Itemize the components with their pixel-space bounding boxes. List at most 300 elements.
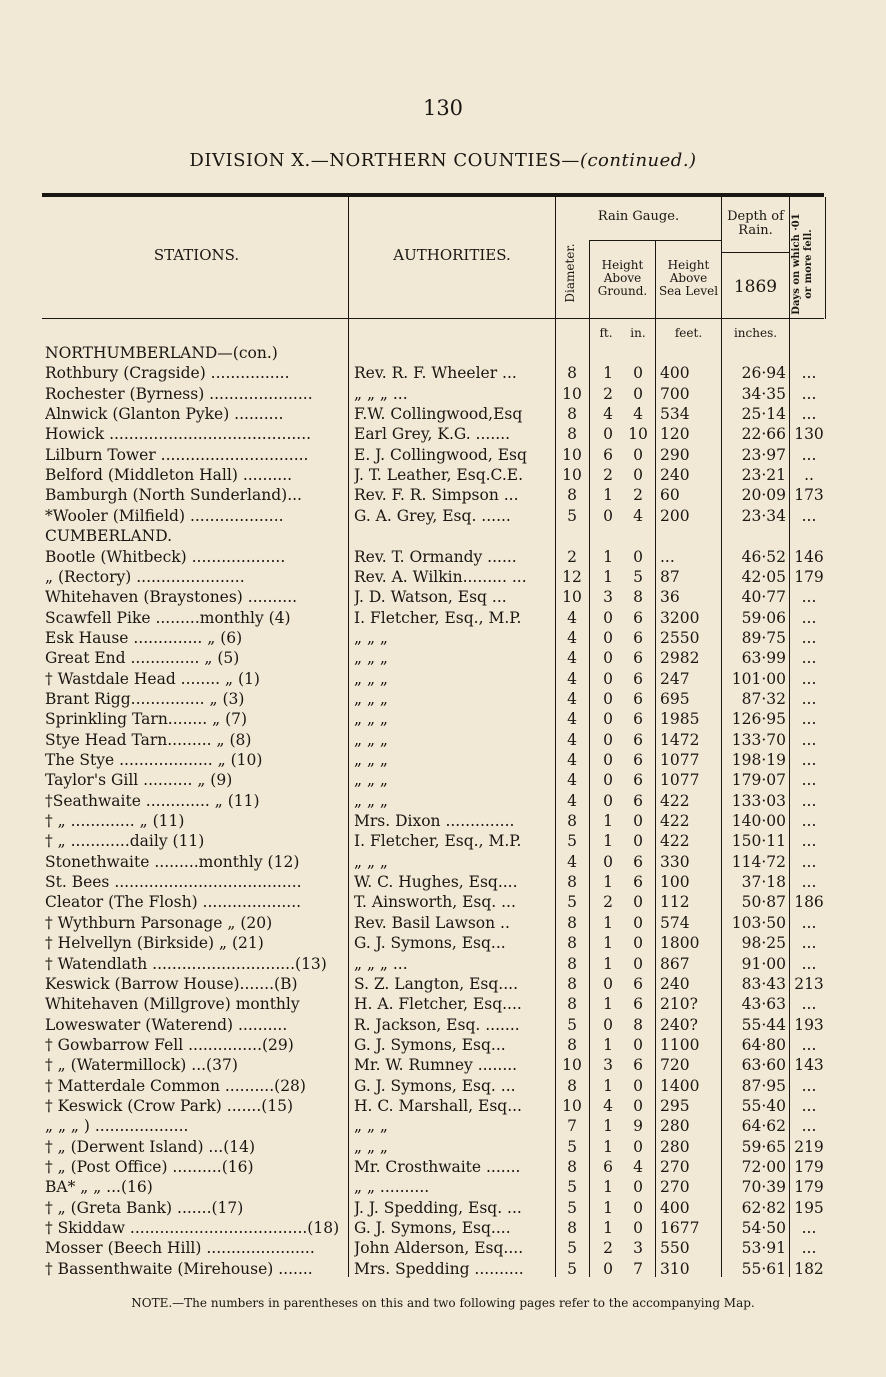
cell-depth: 59·06 (741, 608, 786, 627)
cell-sea: 112 (660, 893, 690, 912)
cell-station: *Wooler (Milfield) ................... (45, 506, 284, 525)
table-row (0, 1035, 886, 1055)
cell-depth: 198·19 (731, 751, 786, 769)
table-row (0, 404, 886, 424)
cell-diameter: 8 (567, 954, 577, 973)
cell-authority: W. C. Hughes, Esq.... (354, 873, 518, 892)
cell-diameter: 8 (567, 1158, 577, 1176)
cell-diameter: 5 (567, 1239, 577, 1258)
cell-depth: 140·00 (731, 812, 786, 831)
cell-station: † „ ............daily (11) (45, 832, 205, 851)
cell-ft: 2 (603, 466, 613, 485)
cell-ft: 0 (603, 506, 613, 525)
cell-ft: 1 (603, 1219, 613, 1238)
header-diameter: Diameter. (563, 243, 577, 303)
cell-station: † Watendlath .............................(13) (45, 954, 327, 973)
cell-sea: 1077 (660, 771, 700, 790)
cell-in: 0 (633, 445, 643, 464)
cell-sea: 700 (660, 384, 690, 403)
cell-sea: 100 (660, 873, 690, 892)
cell-sea: 270 (660, 1158, 690, 1176)
cell-station: Scawfell Pike .........monthly (4) (45, 608, 291, 627)
cell-depth: 87·95 (741, 1076, 786, 1095)
cell-sea: 2982 (660, 649, 700, 668)
cell-depth: 55·61 (741, 1259, 786, 1278)
cell-days: ... (801, 506, 817, 525)
cell-ft: 1 (603, 832, 613, 851)
table-row (0, 1259, 886, 1279)
cell-days: ... (801, 791, 817, 810)
table-row (0, 1096, 886, 1116)
cell-days: 195 (794, 1198, 824, 1217)
cell-ft: 4 (603, 1096, 613, 1115)
cell-sea: 1985 (660, 710, 700, 729)
cell-diameter: 4 (567, 649, 577, 668)
header-rain-gauge: Rain Gauge. (597, 209, 680, 224)
cell-days: ... (801, 954, 817, 973)
cell-depth: 89·75 (741, 628, 786, 647)
table-row (0, 608, 886, 628)
cell-station: † „ (Greta Bank) .......(17) (45, 1198, 244, 1217)
cell-authority: G. J. Symons, Esq... (354, 934, 506, 953)
cell-days: ... (801, 1035, 817, 1054)
cell-diameter: 10 (562, 1096, 582, 1115)
cell-station: Stye Head Tarn......... „ (8) (45, 730, 252, 749)
cell-days: 182 (794, 1259, 824, 1278)
table-row (0, 1116, 886, 1136)
cell-days: ... (801, 628, 817, 647)
cell-station: St. Bees ...................................... (45, 873, 302, 892)
cell-diameter: 8 (567, 1035, 577, 1054)
cell-days: ... (801, 1117, 817, 1136)
cell-depth: 23·21 (741, 466, 786, 485)
cell-in: 8 (633, 1015, 643, 1034)
cell-station: BA* „ „ ...(16) (45, 1178, 153, 1197)
cell-diameter: 5 (567, 1015, 577, 1034)
cell-depth: 55·40 (741, 1096, 786, 1115)
cell-ft: 0 (603, 852, 613, 871)
cell-in: 6 (633, 669, 643, 688)
cell-diameter: 4 (567, 791, 577, 810)
cell-station: † „ (Post Office) ..........(16) (45, 1158, 254, 1176)
cell-in: 4 (633, 1158, 643, 1176)
cell-sea: 534 (660, 405, 690, 424)
cell-days: ... (801, 852, 817, 871)
cell-in: 0 (633, 913, 643, 932)
cell-ft: 6 (603, 445, 613, 464)
cell-sea: 400 (660, 364, 690, 383)
cell-days: .. (804, 466, 814, 485)
cell-station: † Bassenthwaite (Mirehouse) ....... (45, 1259, 313, 1278)
table-row (0, 506, 886, 526)
cell-days: 179 (794, 1158, 824, 1176)
cell-station: NORTHUMBERLAND—(con.) (45, 344, 278, 362)
cell-days: 130 (794, 425, 824, 444)
table-row (0, 1137, 886, 1157)
table-row (0, 689, 886, 709)
table-row (0, 1198, 886, 1218)
cell-station: † „ ............. „ (11) (45, 812, 185, 831)
cell-authority: „ „ .......... (354, 1178, 430, 1197)
cell-diameter: 12 (562, 567, 582, 586)
cell-sea: 280 (660, 1137, 690, 1156)
cell-authority: G. J. Symons, Esq.... (354, 1219, 511, 1238)
cell-days: ... (801, 934, 817, 953)
cell-days: ... (801, 689, 817, 708)
top-rule (42, 193, 824, 197)
unit-inches: inches. (733, 326, 778, 340)
cell-sea: 310 (660, 1259, 690, 1278)
cell-in: 5 (633, 567, 643, 586)
cell-ft: 0 (603, 974, 613, 993)
cell-ft: 1 (603, 873, 613, 892)
cell-depth: 114·72 (731, 852, 786, 871)
cell-sea: 240 (660, 466, 690, 485)
cell-sea: 330 (660, 852, 690, 871)
cell-days: ... (801, 751, 817, 769)
cell-station: Lilburn Tower .............................. (45, 445, 309, 464)
cell-sea: 1077 (660, 751, 700, 769)
cell-sea: ... (660, 547, 675, 566)
cell-in: 6 (633, 649, 643, 668)
cell-station: Belford (Middleton Hall) .......... (45, 466, 293, 485)
table-row (0, 954, 886, 974)
cell-depth: 23·34 (741, 506, 786, 525)
table-row (0, 913, 886, 933)
cell-diameter: 4 (567, 751, 577, 769)
cell-depth: 63·99 (741, 649, 786, 668)
cell-diameter: 8 (567, 364, 577, 383)
cell-ft: 1 (603, 364, 613, 383)
cell-diameter: 5 (567, 1198, 577, 1217)
cell-diameter: 8 (567, 486, 577, 505)
cell-depth: 83·43 (741, 974, 786, 993)
cell-sea: 270 (660, 1178, 690, 1197)
cell-authority: Rev. R. F. Wheeler ... (354, 364, 517, 383)
cell-diameter: 4 (567, 669, 577, 688)
page-number: 130 (422, 96, 464, 120)
cell-station: Bamburgh (North Sunderland)... (45, 486, 302, 505)
cell-station: CUMBERLAND. (45, 527, 173, 546)
header-stations: STATIONS. (153, 246, 240, 264)
header-height-ground (590, 259, 655, 299)
cell-depth: 70·39 (741, 1178, 786, 1197)
cell-days: ... (801, 730, 817, 749)
cell-sea: 36 (660, 588, 680, 607)
cell-ft: 3 (603, 1056, 613, 1075)
cell-authority: J. T. Leather, Esq.C.E. (354, 466, 524, 485)
table-row (0, 709, 886, 729)
cell-days: 179 (794, 567, 824, 586)
cell-in: 6 (633, 710, 643, 729)
cell-ft: 0 (603, 1259, 613, 1278)
cell-diameter: 5 (567, 1178, 577, 1197)
table-row (0, 587, 886, 607)
cell-authority: T. Ainsworth, Esq. ... (354, 893, 516, 912)
cell-ft: 0 (603, 730, 613, 749)
hg-line3: Ground. (597, 284, 648, 299)
cell-station: † Helvellyn (Birkside) „ (21) (45, 934, 264, 953)
cell-ft: 2 (603, 384, 613, 403)
cell-sea: 60 (660, 486, 680, 505)
cell-station: Great End .............. „ (5) (45, 649, 240, 668)
cell-in: 0 (633, 954, 643, 973)
cell-in: 0 (633, 832, 643, 851)
table-row (0, 1218, 886, 1238)
cell-sea: 422 (660, 791, 690, 810)
cell-depth: 54·50 (741, 1219, 786, 1238)
cell-in: 6 (633, 791, 643, 810)
cell-in: 0 (633, 812, 643, 831)
cell-authority: „ „ „ ... (354, 384, 408, 403)
footnote: NOTE.—The numbers in parentheses on this and two following pages refer to the accompanying Map. (131, 1296, 755, 1310)
cell-depth: 133·03 (731, 791, 786, 810)
cell-station: Sprinkling Tarn........ „ (7) (45, 710, 248, 729)
cell-depth: 87·32 (741, 689, 786, 708)
table-row (0, 1015, 886, 1035)
cell-diameter: 8 (567, 1076, 577, 1095)
cell-authority: R. Jackson, Esq. ....... (354, 1015, 520, 1034)
cell-ft: 1 (603, 1178, 613, 1197)
cell-authority: J. D. Watson, Esq ... (354, 588, 507, 607)
cell-days: ... (801, 1076, 817, 1095)
cell-days: ... (801, 384, 817, 403)
cell-station: Whitehaven (Millgrove) monthly (45, 995, 300, 1014)
cell-in: 6 (633, 995, 643, 1014)
cell-diameter: 5 (567, 832, 577, 851)
cell-diameter: 2 (567, 547, 577, 566)
cell-station: † Keswick (Crow Park) .......(15) (45, 1096, 294, 1115)
cell-sea: 295 (660, 1096, 690, 1115)
cell-sea: 574 (660, 913, 690, 932)
cell-depth: 64·62 (741, 1117, 786, 1136)
cell-ft: 0 (603, 771, 613, 790)
cell-ft: 1 (603, 812, 613, 831)
cell-diameter: 4 (567, 628, 577, 647)
cell-authority: „ „ „ (354, 771, 388, 790)
cell-sea: 200 (660, 506, 690, 525)
cell-depth: 42·05 (741, 567, 786, 586)
cell-authority: E. J. Collingwood, Esq (354, 445, 527, 464)
cell-in: 0 (633, 364, 643, 383)
cell-depth: 22·66 (741, 425, 786, 444)
cell-station: Rochester (Byrness) ..................... (45, 384, 313, 403)
table-row (0, 831, 886, 851)
table-row (0, 892, 886, 912)
cell-depth: 63·60 (741, 1056, 786, 1075)
cell-authority: „ „ „ ... (354, 954, 408, 973)
cell-depth: 59·65 (741, 1137, 786, 1156)
cell-depth: 50·87 (741, 893, 786, 912)
cell-authority: Mr. W. Rumney ........ (354, 1056, 518, 1075)
header-height-sea (656, 259, 721, 299)
depth-line2: Rain. (738, 223, 773, 239)
cell-depth: 126·95 (731, 710, 786, 729)
cell-station: Alnwick (Glanton Pyke) .......... (45, 405, 284, 424)
cell-depth: 25·14 (741, 405, 786, 424)
cell-authority: „ „ „ (354, 710, 388, 729)
header-authorities: AUTHORITIES. (393, 246, 511, 264)
cell-diameter: 5 (567, 506, 577, 525)
cell-authority: Rev. Basil Lawson .. (354, 913, 510, 932)
cell-in: 9 (633, 1117, 643, 1136)
cell-diameter: 4 (567, 710, 577, 729)
cell-in: 0 (633, 1035, 643, 1054)
cell-ft: 0 (603, 791, 613, 810)
cell-diameter: 10 (562, 384, 582, 403)
cell-days: 146 (794, 547, 824, 566)
cell-sea: 695 (660, 689, 690, 708)
cell-authority: „ „ „ (354, 791, 388, 810)
cell-days: ... (801, 913, 817, 932)
cell-ft: 1 (603, 1076, 613, 1095)
cell-ft: 1 (603, 995, 613, 1014)
cell-diameter: 10 (562, 1056, 582, 1075)
cell-in: 0 (633, 1096, 643, 1115)
cell-diameter: 10 (562, 445, 582, 464)
cell-authority: H. A. Fletcher, Esq.... (354, 995, 522, 1014)
cell-diameter: 4 (567, 852, 577, 871)
cell-station: † Wastdale Head ........ „ (1) (45, 669, 260, 688)
cell-ft: 4 (603, 405, 613, 424)
cell-depth: 37·18 (741, 873, 786, 892)
cell-diameter: 4 (567, 689, 577, 708)
cell-sea: 210? (660, 995, 698, 1014)
cell-days: ... (801, 1219, 817, 1238)
cell-diameter: 5 (567, 893, 577, 912)
cell-in: 0 (633, 1198, 643, 1217)
table-row (0, 750, 886, 770)
cell-station: † Gowbarrow Fell ...............(29) (45, 1035, 294, 1054)
cell-in: 6 (633, 852, 643, 871)
cell-in: 3 (633, 1239, 643, 1258)
table-row (0, 424, 886, 444)
col-divider-right (825, 197, 826, 319)
cell-in: 6 (633, 608, 643, 627)
cell-sea: 247 (660, 669, 690, 688)
cell-station: Mosser (Beech Hill) ...................... (45, 1239, 315, 1258)
cell-ft: 1 (603, 547, 613, 566)
cell-in: 0 (633, 1137, 643, 1156)
cell-days: ... (801, 1239, 817, 1258)
cell-diameter: 8 (567, 405, 577, 424)
cell-diameter: 4 (567, 730, 577, 749)
cell-diameter: 8 (567, 425, 577, 444)
header-bottom-rule (42, 318, 824, 319)
cell-station: † „ (Derwent Island) ...(14) (45, 1137, 256, 1156)
cell-ft: 1 (603, 1137, 613, 1156)
cell-depth: 179·07 (731, 771, 786, 790)
depth-line1: Depth of (727, 209, 784, 224)
cell-station: Cleator (The Flosh) .................... (45, 893, 302, 912)
cell-sea: 280 (660, 1117, 690, 1136)
cell-ft: 1 (603, 1117, 613, 1136)
cell-sea: 290 (660, 445, 690, 464)
cell-days: ... (801, 588, 817, 607)
cell-station: „ „ „ ) ................... (45, 1117, 189, 1136)
table-row (0, 994, 886, 1014)
cell-in: 0 (633, 547, 643, 566)
table-row (0, 872, 886, 892)
cell-authority: Rev. T. Ormandy ...... (354, 547, 517, 566)
cell-station: Esk Hause .............. „ (6) (45, 628, 243, 647)
cell-authority: „ „ „ (354, 689, 388, 708)
table-row (0, 852, 886, 872)
cell-sea: 1677 (660, 1219, 700, 1238)
cell-sea: 120 (660, 425, 690, 444)
cell-depth: 23·97 (741, 445, 786, 464)
cell-days: ... (801, 669, 817, 688)
table-row (0, 465, 886, 485)
cell-diameter: 8 (567, 974, 577, 993)
cell-depth: 91·00 (741, 954, 786, 973)
cell-station: Keswick (Barrow House).......(B) (45, 974, 298, 993)
cell-diameter: 8 (567, 934, 577, 953)
rain-gauge-rule (589, 240, 721, 241)
cell-station: Bootle (Whitbeck) ................... (45, 547, 286, 566)
cell-days: ... (801, 710, 817, 729)
cell-in: 6 (633, 1056, 643, 1075)
cell-sea: 3200 (660, 608, 700, 627)
table-row (0, 384, 886, 404)
cell-ft: 0 (603, 425, 613, 444)
cell-station: † Skiddaw ....................................(18) (45, 1219, 340, 1238)
cell-diameter: 5 (567, 1259, 577, 1278)
cell-authority: Rev. A. Wilkin......... ... (354, 567, 527, 586)
title-main: DIVISION X.—NORTHERN COUNTIES— (189, 150, 580, 171)
cell-days: ... (801, 608, 817, 627)
cell-diameter: 8 (567, 995, 577, 1014)
cell-authority: Earl Grey, K.G. ....... (354, 425, 511, 444)
cell-ft: 2 (603, 893, 613, 912)
cell-sea: 550 (660, 1239, 690, 1258)
cell-authority: „ „ „ (354, 751, 388, 769)
cell-station: Taylor's Gill .......... „ (9) (45, 771, 233, 790)
cell-ft: 1 (603, 954, 613, 973)
cell-days: ... (801, 873, 817, 892)
cell-depth: 133·70 (731, 730, 786, 749)
cell-sea: 400 (660, 1198, 690, 1217)
cell-diameter: 8 (567, 913, 577, 932)
hs-line3: Sea Level (658, 284, 719, 299)
cell-authority: I. Fletcher, Esq., M.P. (354, 608, 522, 627)
cell-in: 0 (633, 893, 643, 912)
cell-station: † „ (Watermillock) ...(37) (45, 1056, 238, 1075)
table-row (0, 547, 886, 567)
cell-station: Howick ......................................... (45, 425, 312, 444)
cell-days: 173 (794, 486, 824, 505)
cell-depth: 46·52 (741, 547, 786, 566)
cell-authority: G. A. Grey, Esq. ...... (354, 506, 511, 525)
cell-sea: 240? (660, 1015, 698, 1034)
cell-ft: 1 (603, 934, 613, 953)
cell-authority: J. J. Spedding, Esq. ... (354, 1198, 522, 1217)
cell-authority: „ „ „ (354, 1137, 388, 1156)
table-row (0, 933, 886, 953)
cell-authority: Rev. F. R. Simpson ... (354, 486, 519, 505)
cell-diameter: 4 (567, 771, 577, 790)
cell-sea: 1400 (660, 1076, 700, 1095)
cell-sea: 422 (660, 832, 690, 851)
table-row (0, 567, 886, 587)
cell-authority: Mrs. Dixon .............. (354, 812, 515, 831)
cell-sea: 2550 (660, 628, 700, 647)
cell-diameter: 4 (567, 608, 577, 627)
depth-rule (721, 252, 789, 253)
cell-depth: 43·63 (741, 995, 786, 1014)
cell-in: 4 (633, 405, 643, 424)
table-row (0, 1055, 886, 1075)
